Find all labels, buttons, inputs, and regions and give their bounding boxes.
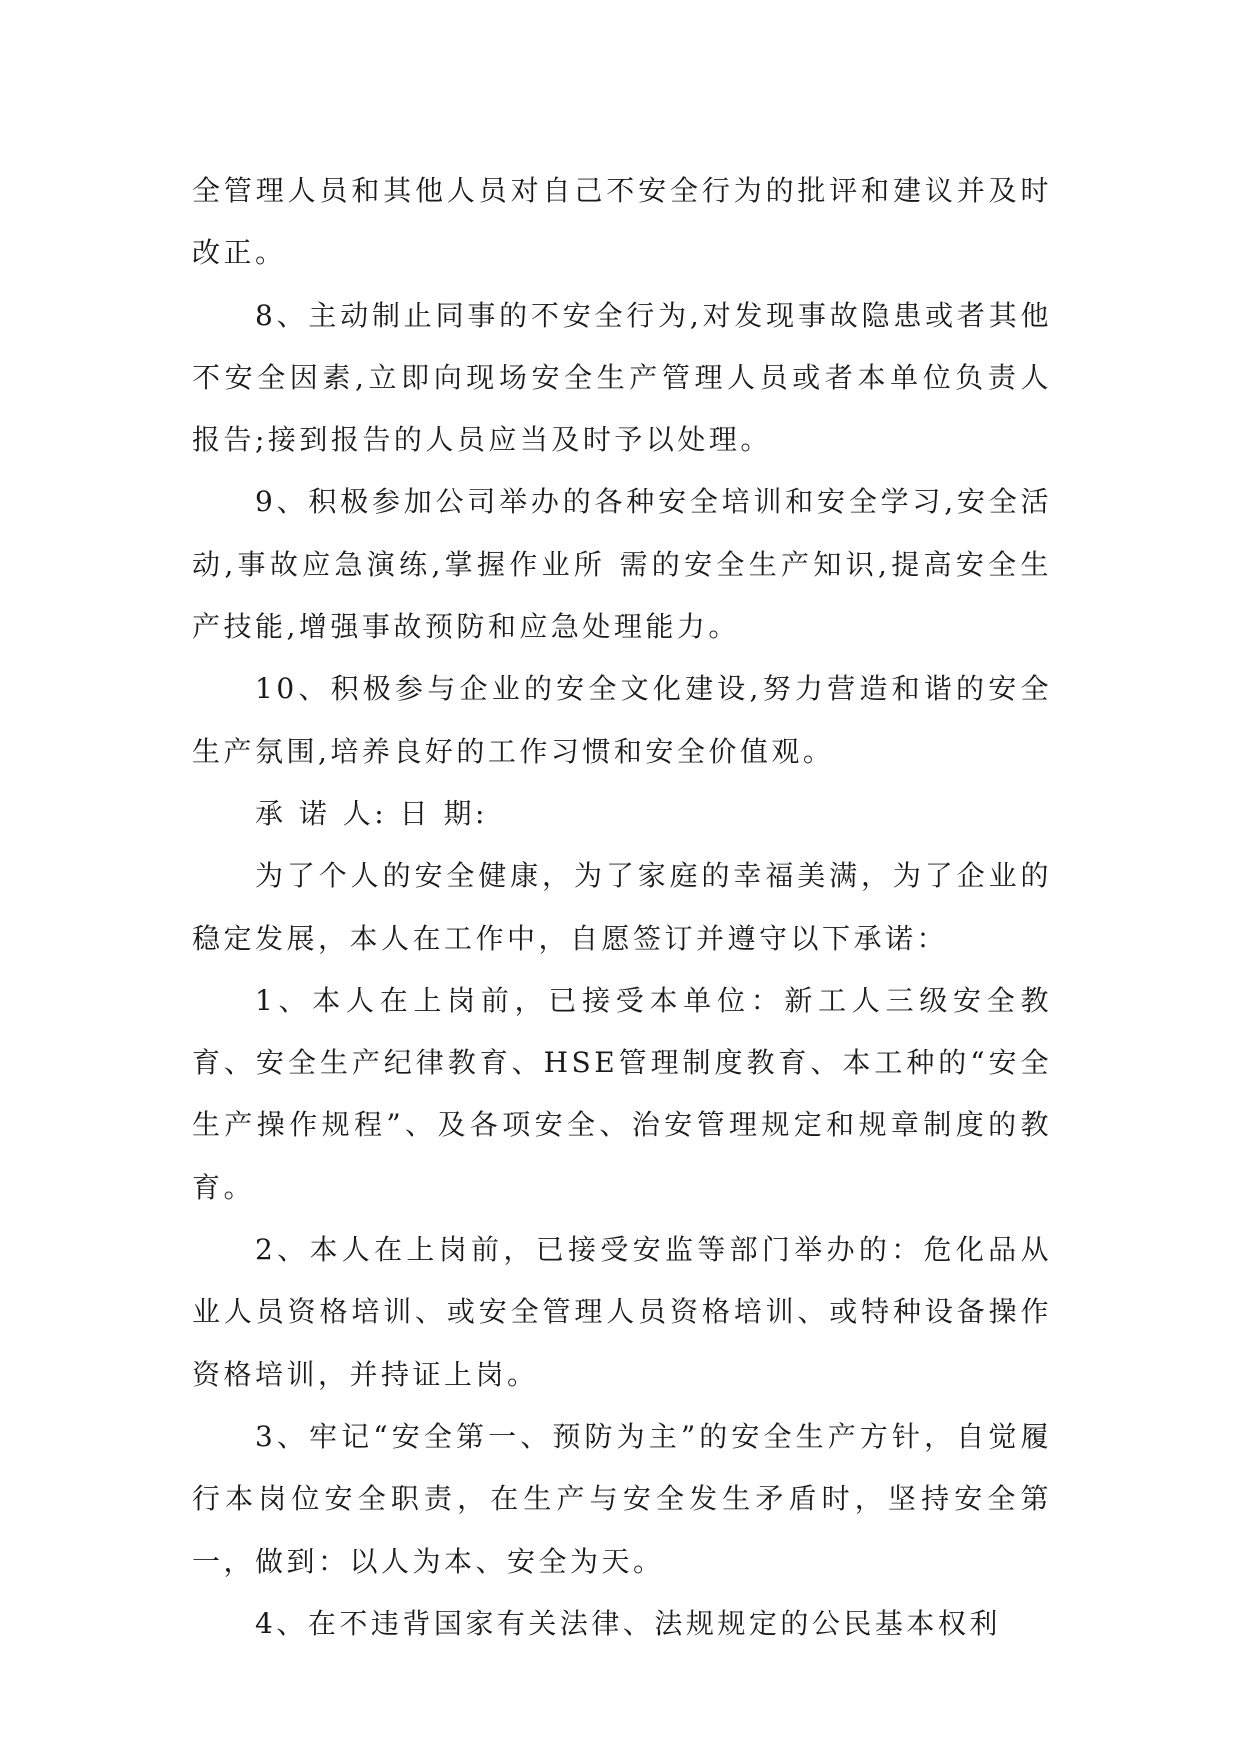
paragraph-pledge-2: 2、本人在上岗前，已接受安监等部门举办的：危化品从业人员资格培训、或安全管理人员资格培训、或特种设备操作资格培训，并持证上岗。 (192, 1233, 1052, 1391)
paragraph-intro: 为了个人的安全健康，为了家庭的幸福美满，为了企业的稳定发展，本人在工作中，自愿签订并遵守以下承诺： (192, 859, 1052, 955)
paragraph-item-9: 9、积极参加公司举办的各种安全培训和安全学习,安全活动,事故应急演练,掌握作业所 需的安全生产知识,提高安全生产技能,增强事故预防和应急处理能力。 (192, 485, 1052, 644)
paragraph-item-8: 8、主动制止同事的不安全行为,对发现事故隐患或者其他不安全因素,立即向现场安全生产管理人员或者本单位负责人报告;接到报告的人员应当及时予以处理。 (192, 298, 1052, 457)
paragraph-pledge-1: 1、本人在上岗前，已接受本单位：新工人三级安全教育、安全生产纪律教育、HSE管理制度教育、本工种的“安全生产操作规程”、及各项安全、治安管理规定和规章制度的教育。 (192, 983, 1052, 1204)
paragraph-continuation: 全管理人员和其他人员对自己不安全行为的批评和建议并及时改正。 (192, 174, 1052, 270)
paragraph-item-10: 10、积极参与企业的安全文化建设,努力营造和谐的安全生产氛围,培养良好的工作习惯和安全价值观。 (192, 672, 1052, 768)
paragraph-pledge-3: 3、牢记“安全第一、预防为主”的安全生产方针，自觉履行本岗位安全职责，在生产与安全发生矛盾时，坚持安全第一，做到：以人为本、安全为天。 (192, 1419, 1052, 1578)
paragraph-pledge-4: 4、在不违背国家有关法律、法规规定的公民基本权利 (255, 1606, 1001, 1640)
signature-line: 承 诺 人: 日 期: (255, 796, 488, 830)
document-body (192, 160, 1052, 1655)
